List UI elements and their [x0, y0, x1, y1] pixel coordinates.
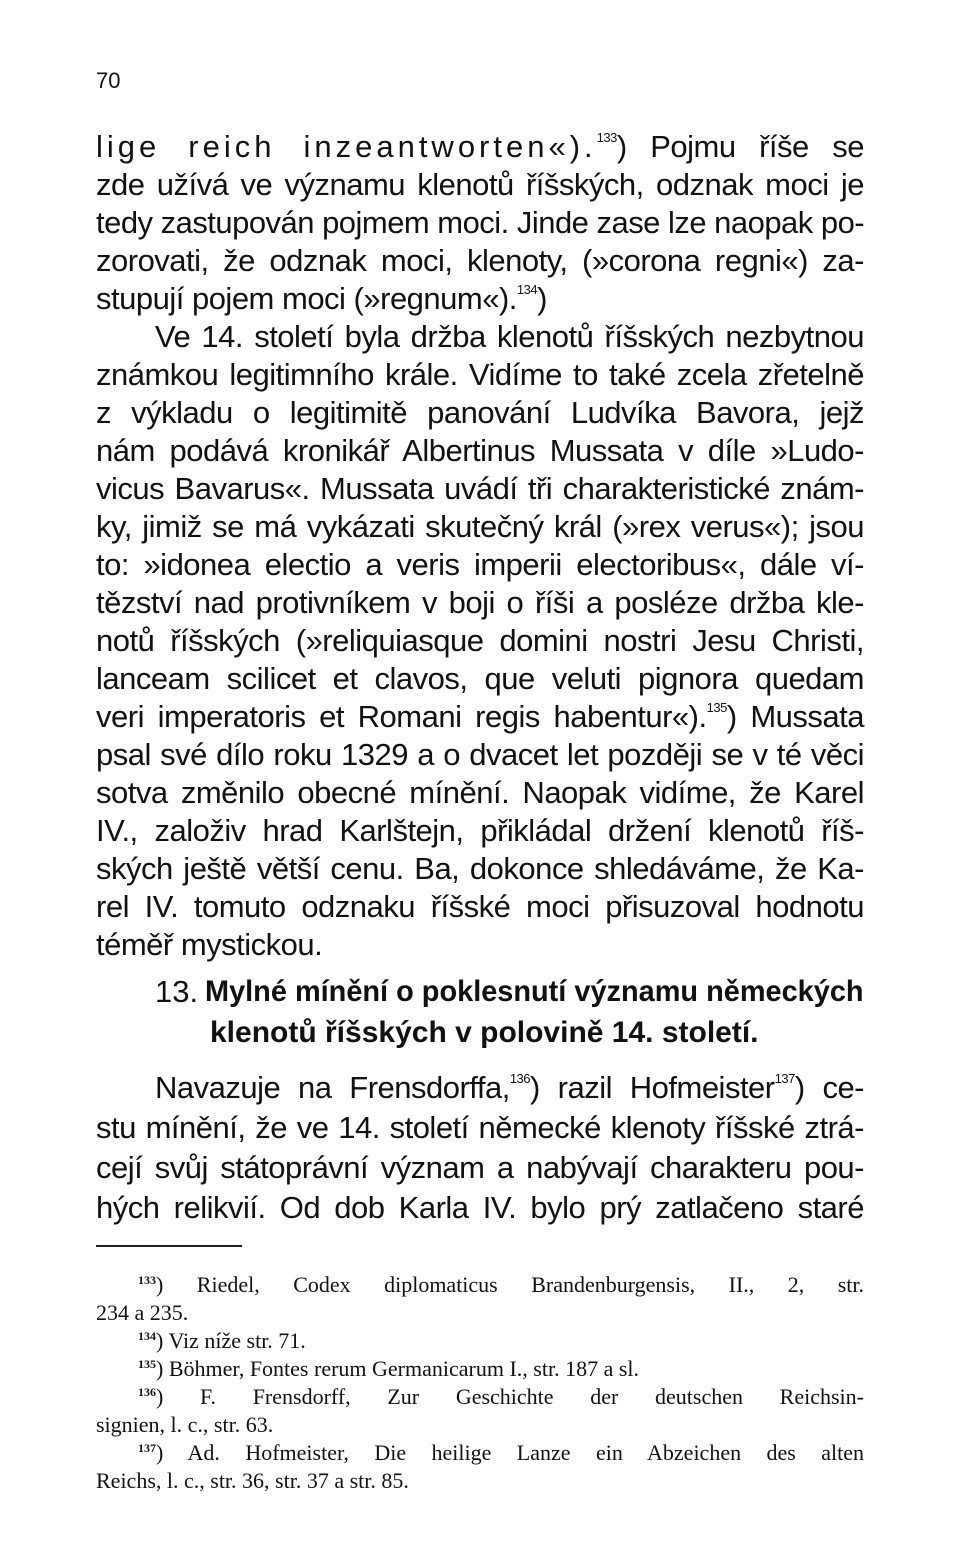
- text-line: cejí svůj státoprávní význam a nabývají charakteru pou-: [96, 1150, 864, 1185]
- text-segment: lige reich inzeantworten«).: [96, 129, 597, 164]
- footnote-continued: 234 a 235.: [96, 1300, 189, 1325]
- footnote-ref: 135: [706, 699, 727, 715]
- footnote: $^{135}$) Böhmer, Fontes rerum Germanicarum I., str. 187 a sl.: [138, 1356, 640, 1381]
- footnote-number: 133: [138, 1273, 156, 1287]
- footnote: $^{133}$) Riedel, Codex diplomaticus Brandenburgensis, II., 2, str.: [138, 1272, 864, 1297]
- footnote-continued: signien, l. c., str. 63.: [96, 1412, 274, 1437]
- text-line: Navazuje na Frensdorffa,$^{136}$) razil Hofmeister$^{137}$) ce-: [155, 1070, 865, 1105]
- text-line: rel IV. tomuto odznaku říšské moci přisuzoval hodnotu: [96, 889, 864, 924]
- section-heading: Mylné mínění o poklesnutí významu německých: [205, 975, 864, 1008]
- text-line: IV., založiv hrad Karlštejn, přikládal držení klenotů říš-: [96, 813, 864, 848]
- footnote-ref: 136: [509, 1070, 531, 1086]
- text-line: to: »idonea electio a veris imperii electoribus«, dále ví-: [96, 547, 864, 582]
- text-line: lanceam scilicet et clavos, que veluti pignora quedam: [96, 661, 864, 696]
- footnote-number: 136: [138, 1385, 156, 1399]
- footnote-text: Ad. Hofmeister, Die heilige Lanze ein Abzeichen des alten: [187, 1440, 864, 1465]
- text-line: notů říšských (»reliquiasque domini nostri Jesu Christi,: [96, 623, 864, 658]
- text-line: tedy zastupován pojmem moci. Jinde zase lze naopak po-: [96, 205, 865, 240]
- text-line: zde užívá ve významu klenotů říšských, odznak moci je: [96, 167, 864, 202]
- text-line: lige reich inzeantworten«).$^{133}$) Pojmu říše se: [96, 129, 865, 164]
- footnote-continued: Reichs, l. c., str. 36, str. 37 a str. 85.: [96, 1468, 409, 1493]
- text-line: známkou legitimního krále. Vidíme to také zcela zřetelně: [96, 357, 864, 392]
- text-line: ských ještě větší cenu. Ba, dokonce shledáváme, že Ka-: [96, 851, 864, 886]
- text-segment: razil Hofmeister: [557, 1070, 775, 1105]
- text-segment: Navazuje na Frensdorffa,: [155, 1070, 510, 1105]
- footnote-text: F. Frensdorff, Zur Geschichte der deutschen Reichsin-: [200, 1384, 864, 1409]
- text-line: Ve 14. století byla držba klenotů říšských nezbytnou: [155, 319, 864, 354]
- text-segment: stupují pojem moci (»regnum«).: [96, 281, 517, 316]
- text-line: sotva změnilo obecné mínění. Naopak vidíme, že Karel: [96, 775, 864, 810]
- text-line: psal své dílo roku 1329 a o dvacet let později se v té věci: [96, 737, 864, 772]
- footnote-divider: [96, 1245, 242, 1247]
- footnote-number: 137: [138, 1441, 156, 1455]
- text-line: vicus Bavarus«. Mussata uvádí tři charakteristické znám-: [96, 471, 864, 506]
- text-line: stupují pojem moci (»regnum«).$^{134}$): [96, 281, 547, 316]
- footnote-ref: 137: [774, 1070, 795, 1086]
- footnote: $^{136}$) F. Frensdorff, Zur Geschichte der deutschen Reichsin-: [138, 1384, 864, 1409]
- footnote-ref: 134: [516, 281, 538, 297]
- text-segment: Pojmu říše se: [650, 129, 865, 164]
- text-line: tězství nad protivníkem v boji o říši a posléze držba kle-: [96, 585, 864, 620]
- footnote-text: Viz níže str. 71.: [168, 1328, 306, 1353]
- text-line: nám podává kronikář Albertinus Mussata v díle »Ludo-: [96, 433, 864, 468]
- text-line: stu mínění, že ve 14. století německé klenoty říšské ztrá-: [96, 1110, 864, 1145]
- section-heading-continued: klenotů říšských v polovině 14. století.: [210, 1016, 759, 1049]
- text-line: z výkladu o legitimitě panování Ludvíka Bavora, jejž: [96, 395, 864, 430]
- text-line: ky, jimiž se má vykázati skutečný král (»rex verus«); jsou: [96, 509, 864, 544]
- footnote-number: 134: [138, 1329, 156, 1343]
- footnote-ref: 133: [596, 129, 617, 145]
- text-line: téměř mystickou.: [96, 927, 323, 962]
- footnote: $^{137}$) Ad. Hofmeister, Die heilige Lanze ein Abzeichen des alten: [138, 1440, 864, 1465]
- text-line: veri imperatoris et Romani regis habentur«).$^{135}$) Mussata: [96, 699, 864, 734]
- footnote-number: 135: [138, 1357, 156, 1371]
- section-number: 13.: [155, 974, 199, 1009]
- footnote-text: Böhmer, Fontes rerum Germanicarum I., str. 187 a sl.: [168, 1356, 640, 1381]
- text-segment: ce-: [822, 1070, 865, 1105]
- text-segment: Mussata: [750, 699, 864, 734]
- page-number: 70: [96, 68, 121, 93]
- footnote-text: Riedel, Codex diplomaticus Brandenburgensis, II., 2, str.: [196, 1272, 864, 1297]
- text-line: hých relikvií. Od dob Karla IV. bylo prý zatlačeno staré: [96, 1190, 864, 1225]
- text-segment: veri imperatoris et Romani regis habentur«).: [96, 699, 707, 734]
- footnote: $^{134}$) Viz níže str. 71.: [138, 1328, 306, 1353]
- text-line: zorovati, že odznak moci, klenoty, (»corona regni«) za-: [96, 243, 864, 278]
